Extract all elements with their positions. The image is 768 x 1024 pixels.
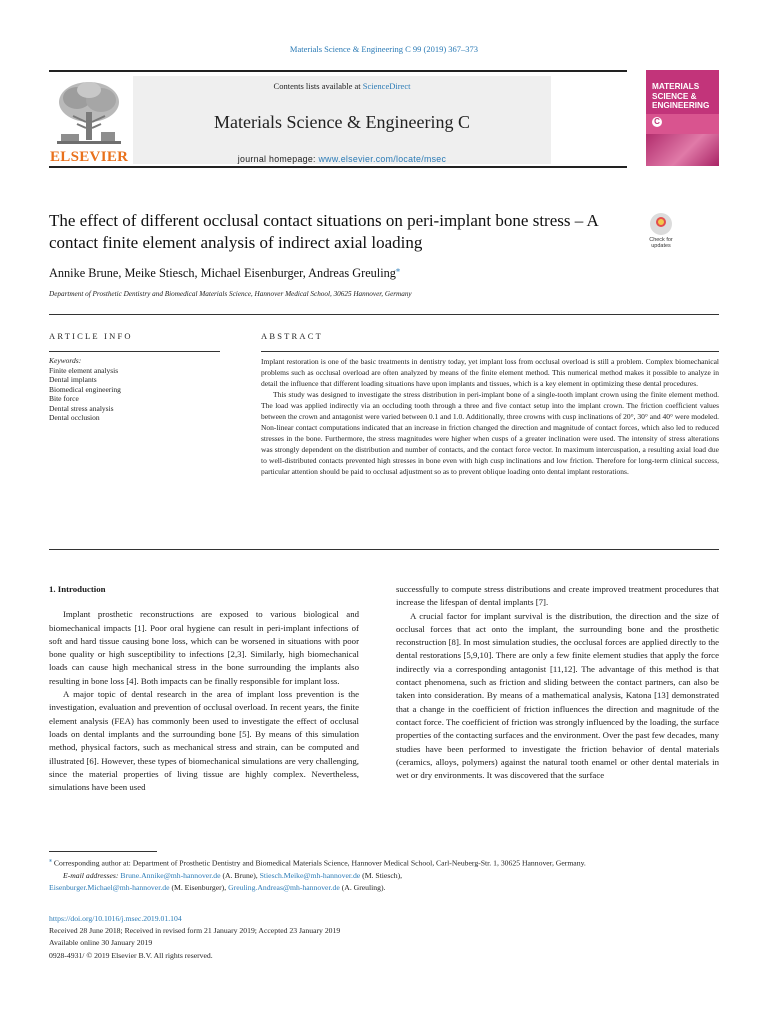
body-column-left [49, 583, 359, 794]
check-updates-icon [650, 213, 672, 235]
homepage-link[interactable]: www.elsevier.com/locate/msec [318, 154, 447, 164]
cover-artwork [646, 134, 719, 166]
body-paragraph: A major topic of dental research in the area of implant loss prevention is the investigation, evaluation and prevention of occlusal overload. In recent years, the finite element analysis (FEA) has commonly been used to investigate the effect of occlusal loads on dental implants and the surrounding bone [5]. By means of this simulation method, physical factors, such as mechanical stress and strain, can be computed and illustrated [6]. However, these types of biomechanical simulations are very challenging, since the material properties of living tissue are highly complex. Nevertheless, simulations have been used [49, 689, 359, 793]
keyword: Bite force [49, 394, 79, 403]
email-owner: (A. Brune), [220, 870, 260, 880]
email-owner: (A. Greuling). [339, 882, 386, 892]
corresponding-author-mark[interactable]: ⁎ [395, 265, 400, 274]
abstract-text [261, 356, 719, 477]
article-title: The effect of different occlusal contact situations on peri-implant bone stress – A contact finite element analysis of indirect axial loading [49, 211, 598, 252]
journal-masthead [49, 70, 627, 168]
check-updates-label: Check for updates [649, 237, 673, 249]
journal-title: Materials Science & Engineering C [214, 112, 470, 132]
keyword: Finite element analysis [49, 365, 119, 375]
journal-banner [133, 76, 551, 164]
abstract-paragraph: Implant restoration is one of the basic treatments in dentistry today, yet implant loss from occlusal overload is still a problem. Complex biomechanical problems such as occlusal overload are often analyzed by means of the finite element method. This numerical method makes it possible to analyze in detail the influence that different loading situations have upon implants and tissues, which is a key element in optimizing these dental procedures. [261, 357, 719, 388]
article-info-heading: ARTICLE INFO [49, 331, 133, 341]
email-addresses-cont [49, 882, 719, 894]
homepage-prefix: journal homepage: [237, 154, 319, 164]
divider [49, 549, 719, 550]
contents-line [133, 81, 551, 91]
abstract-heading: ABSTRACT [261, 331, 323, 341]
keyword: Biomedical engineering [49, 384, 121, 394]
body-paragraph: Implant prosthetic reconstructions are exposed to various biological and biomechanical impacts [1]. Poor oral hygiene can result in peri-implant infections of soft and hard tissue causing bone loss, which can be worsened in situations with poor bone quality or high susceptibility to infections [2,3]. Similarly, high biomechanical loads can cause high mechanical stress in the bone surrounding the implants also resulting in bone loss [4]. Both impacts can be finally responsible for implant loss. [49, 609, 359, 686]
online-date: Available online 30 January 2019 [49, 938, 153, 948]
author-affiliation: Department of Prosthetic Dentistry and Biomedical Materials Science, Hannover Medical School, 30625 Hannover, Germany [49, 290, 412, 298]
journal-citation[interactable]: Materials Science & Engineering C 99 (2019) 367–373 [289, 44, 479, 54]
elsevier-tree-icon [53, 78, 125, 148]
section-heading-introduction: 1. Introduction [49, 584, 106, 594]
keyword: Dental occlusion [49, 413, 100, 422]
divider [49, 351, 220, 352]
email-link[interactable]: Stiesch.Meike@mh-hannover.de [259, 870, 361, 880]
publisher-logo[interactable] [49, 76, 129, 166]
copyright-line: 0928-4931/ © 2019 Elsevier B.V. All rights reserved. [49, 950, 213, 960]
contents-prefix: Contents lists available at [273, 81, 363, 91]
journal-cover-thumbnail[interactable] [646, 70, 719, 166]
author-names: Annike Brune, Meike Stiesch, Michael Eisenburger, Andreas Greuling [49, 266, 396, 281]
check-for-updates-button[interactable] [644, 213, 678, 253]
email-owner: (M. Stiesch), [360, 870, 403, 880]
keyword: Dental stress analysis [49, 403, 114, 413]
email-link[interactable]: Greuling.Andreas@mh-hannover.de [228, 882, 340, 892]
corresponding-author-note [49, 855, 719, 870]
keyword: Dental implants [49, 375, 97, 384]
author-list [49, 265, 400, 281]
elsevier-wordmark: ELSEVIER [50, 149, 129, 165]
divider [49, 314, 719, 315]
divider [261, 351, 719, 352]
cover-letter: C [652, 117, 662, 127]
body-paragraph: successfully to compute stress distributions and create improved treatment procedures that increase the lifespan of dental implants [7]. [396, 584, 719, 608]
abstract-paragraph: This study was designed to investigate the stress distribution in peri-implant bone of a single-tooth implant crown using the finite element method. The load was applied indirectly via an occluding tooth through a three and five contact setup into the implant crown. The friction coefficient values between the crown and antagonist were varied between 0.1 and 1.0. Additionally, three crowns with cusp inclinations of 20°, 30° and 40° were modeled. Non-linear contact computations indicated that an increase in friction changed the direction and magnitude of contact forces, which also led to reduced stresses in the bone. Furthermore, the stress magnitudes were higher when cusps of a greater inclination were used. The intensity of stress alterations was strongly dependent on the distribution and number of contacts, and the contact force vector. In maximum intercuspation, a resulting axial load due to well-distributed contacts prevented high stresses in bone even with high cusp inclinations and low friction. Therefore for long-term clinical success, particular attention should be paid to occlusal adjustment so as to prevent oblique loading onto dental implant restorations. [261, 390, 719, 476]
received-dates: Received 28 June 2018; Received in revised form 21 January 2019; Accepted 23 January 2019 [49, 926, 341, 936]
keywords-label: Keywords: [49, 356, 82, 365]
journal-homepage [133, 154, 551, 164]
cover-title: MATERIALS SCIENCE & ENGINEERING [652, 82, 710, 111]
email-link[interactable]: Eisenburger.Michael@mh-hannover.de [49, 882, 170, 892]
body-column-right [396, 583, 719, 782]
keywords-section [49, 356, 220, 423]
sciencedirect-link[interactable]: ScienceDirect [362, 81, 411, 91]
footnote-mark: ⁎ [49, 858, 52, 864]
publication-info [49, 913, 719, 962]
doi-link[interactable]: https://doi.org/10.1016/j.msec.2019.01.104 [49, 914, 182, 923]
email-label: E-mail addresses: [63, 870, 119, 880]
footnote-divider [49, 851, 157, 852]
corresponding-author-text: Corresponding author at: Department of Prosthetic Dentistry and Biomedical Materials Science, Hannover Medical School, Carl-Neuberg-Str. 1, 30625 Hannover, Germany. [53, 858, 586, 868]
email-owner: (M. Eisenburger), [169, 882, 229, 892]
footnotes [49, 855, 719, 894]
body-paragraph: A crucial factor for implant survival is the distribution, the direction and the size of occlusal forces that act onto the implant, the surrounding bone and the prosthetic reconstruction [8]. In most simulation studies, the occlusal forces are applied directly to the dental restorations [5,9,10]. There are only a few finite element studies that apply the force indirectly via a corresponding antagonist [11,12]. The advantage of this method is that contact phenomena, such as friction and sliding between the contact partners, can also be taken into consideration. By means of a mathematical analysis, Katona [13] demonstrated that a change in the coefficient of friction influences the direction and magnitude of the contact force. The coefficient of friction was strongly influenced by the loading, the surface properties of the contacting surfaces and the environment. Over the past few decades, many studies have been performed to investigate the friction behavior of dental materials (ceramics, alloys, polymers) against the natural tooth enamel or other dental materials in wet or dry environments. It was discovered that the surface [396, 610, 719, 781]
email-addresses [49, 870, 719, 882]
email-link[interactable]: Brune.Annike@mh-hannover.de [120, 870, 221, 880]
